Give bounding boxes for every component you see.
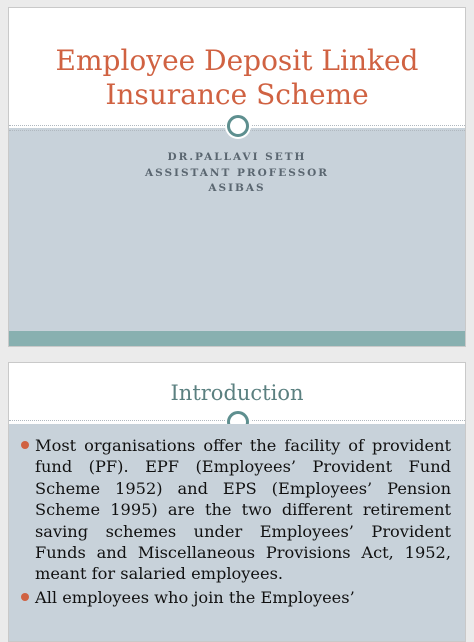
bullet-list [9,435,465,610]
author-block [9,150,465,197]
list-item [9,587,465,608]
bullet-text: All employees who join the Employees’ [35,587,355,607]
footer-band [9,331,465,347]
title-line-2: Insurance Scheme [105,78,369,111]
presentation-title [9,44,465,112]
list-item [9,435,465,585]
title-slide [8,7,466,347]
slide-body [9,424,465,642]
introduction-slide [8,362,466,642]
circle-ornament-icon [227,115,249,137]
bullet-text: Most organisations offer the facility of provident fund (PF). EPF (Employees’ Provident Fund Scheme 1952) and EPS (Employees’ Pension Scheme 1995) are the two different retirement saving schemes under Employees’ Provident Funds and Miscellaneous Provisions Act, 1952, meant for salaried employees. [35,436,451,584]
bullet-icon [21,441,29,449]
author-title: ASSISTANT PROFESSOR [144,166,330,179]
title-line-1: Employee Deposit Linked [55,44,419,77]
slide-heading: Introduction [170,381,304,405]
title-area [9,8,465,128]
bullet-icon [21,593,29,601]
author-name: DR.PALLAVI SETH [167,151,307,163]
author-institution: ASIBAS [208,182,266,194]
